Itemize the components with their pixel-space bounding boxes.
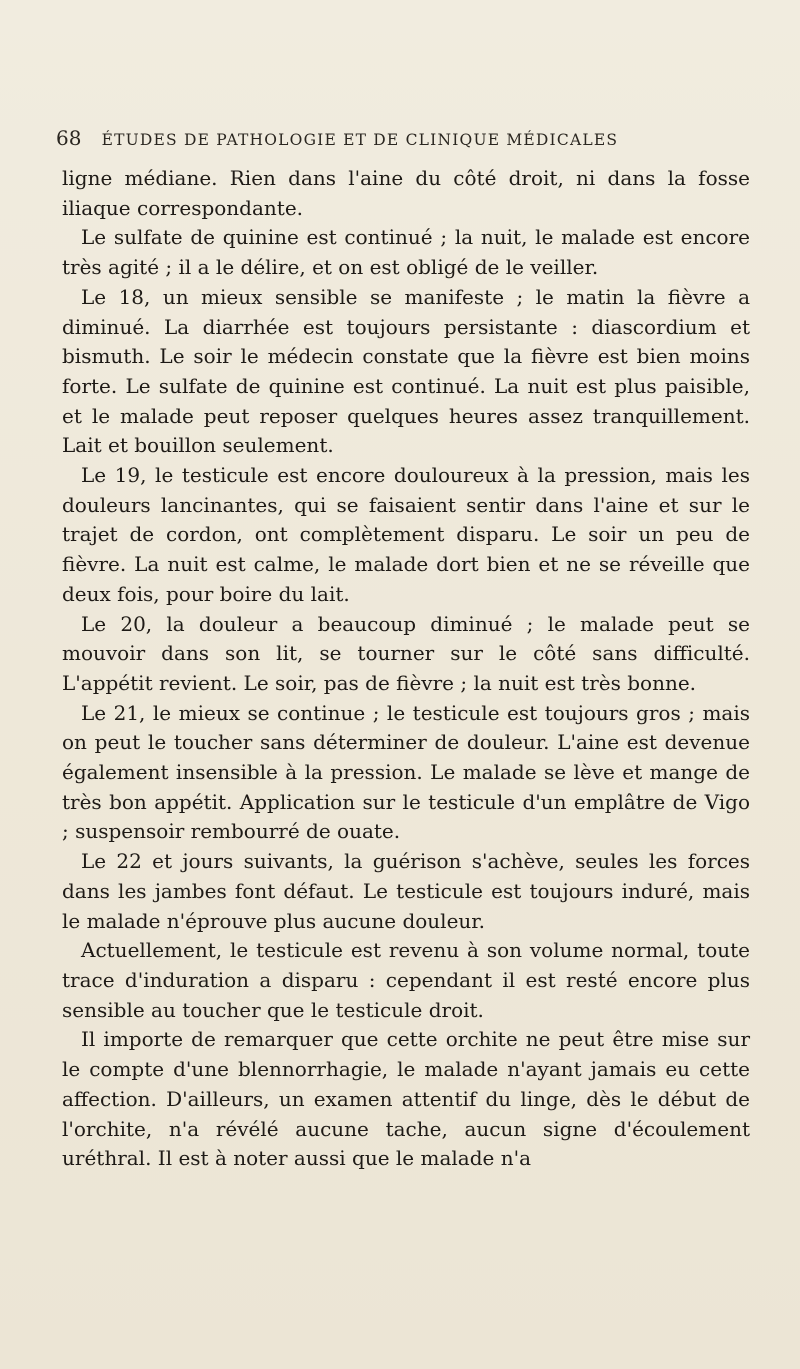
paragraph: Le 19, le testicule est encore douloureux à la pression, mais les douleurs lancinantes, qui se faisaient sentir dans l'aine et sur le trajet de cordon, ont complètement disparu. Le soir un peu de fièvre. La nuit est calme, le malade dort bien et ne se réveille que deux fois, pour boire du lait. (62, 463, 750, 606)
running-title: ÉTUDES DE PATHOLOGIE ET DE CLINIQUE MÉDICALES (101, 131, 619, 149)
page-number: 68 (56, 126, 82, 150)
paragraph: Le 20, la douleur a beaucoup diminué ; le malade peut se mouvoir dans son lit, se tourner sur le côté sans difficulté. L'appétit revient. Le soir, pas de fièvre ; la nuit est très bonne. (62, 611, 750, 695)
paragraph: Le 18, un mieux sensible se manifeste ; le matin la fièvre a diminué. La diarrhée est toujours persistante : diascordium et bismuth. Le soir le médecin constate que la fièvre est bien moins forte. Le sulfate de quinine est continué. La nuit est plus paisible, et le malade peut reposer quelques heures assez tranquillement. Lait et bouillon seulement. (62, 284, 750, 458)
paragraph: Actuellement, le testicule est revenu à son volume normal, toute trace d'induration a disparu : cependant il est resté encore plus sensible au toucher que le testicule droit. (62, 938, 750, 1022)
running-header (56, 126, 746, 150)
paragraph: Il importe de remarquer que cette orchite ne peut être mise sur le compte d'une blennorrhagie, le malade n'ayant jamais eu cette affection. D'ailleurs, un examen attentif du linge, dès le début de l'orchite, n'a révélé aucune tache, aucun signe d'écoulement uréthral. Il est à noter aussi que le malade n'a (62, 1027, 750, 1171)
paragraph: Le 21, le mieux se continue ; le testicule est toujours gros ; mais on peut le toucher sans déterminer de douleur. L'aine est devenue également insensible à la pression. Le malade se lève et mange de très bon appétit. Application sur le testicule d'un emplâtre de Vigo ; suspensoir rembourré de ouate. (62, 700, 750, 844)
body-text (62, 164, 750, 1174)
paragraph: ligne médiane. Rien dans l'aine du côté droit, ni dans la fosse iliaque correspondante. (62, 166, 750, 220)
paragraph: Le sulfate de quinine est continué ; la nuit, le malade est encore très agité ; il a le délire, et on est obligé de le veiller. (62, 225, 750, 280)
paragraph: Le 22 et jours suivants, la guérison s'achève, seules les forces dans les jambes font défaut. Le testicule est toujours induré, mais le malade n'éprouve plus aucune douleur. (62, 849, 750, 933)
